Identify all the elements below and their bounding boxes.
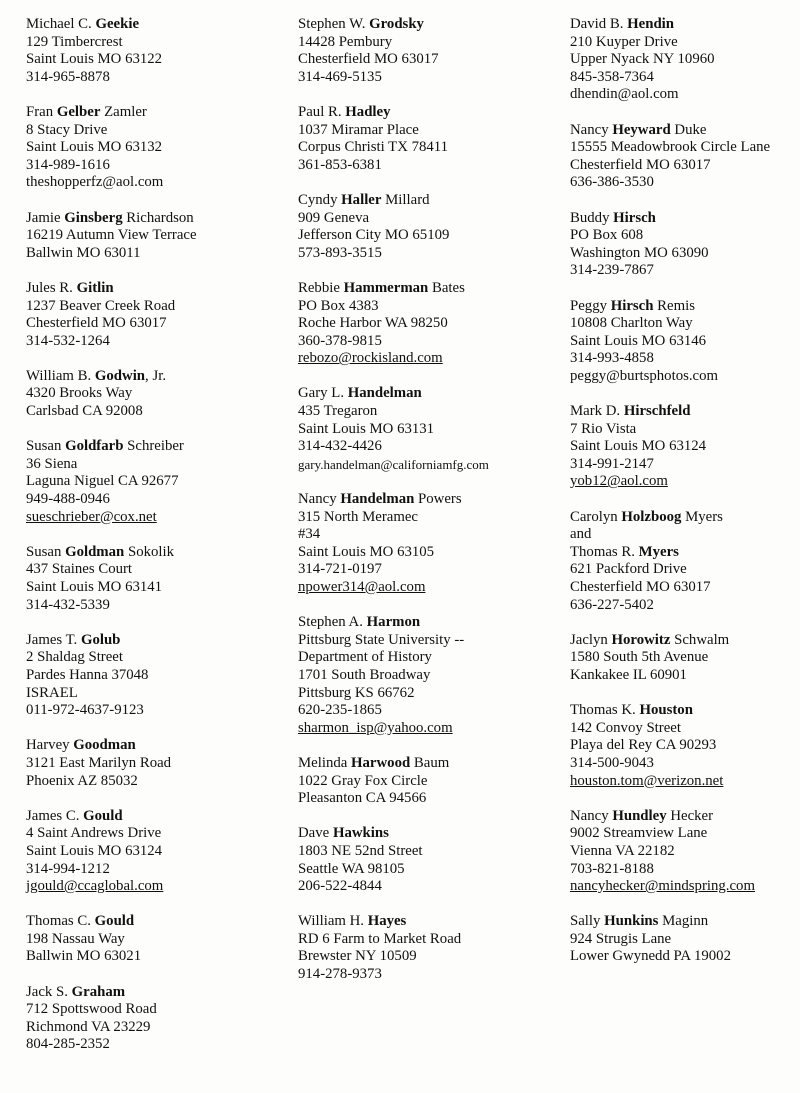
contact-entry <box>570 122 798 192</box>
contact-entry <box>298 16 548 86</box>
contact-detail: Carlsbad CA 92008 <box>26 403 143 420</box>
name-suffix: Bates <box>431 279 465 296</box>
contact-detail: 3121 East Marilyn Road <box>26 754 172 771</box>
surname: Hammerman <box>343 279 429 296</box>
contact-entry <box>26 104 276 192</box>
surname: Hadley <box>345 103 391 120</box>
contact-name <box>570 16 798 34</box>
first-name: Jaclyn <box>570 631 608 648</box>
first-name: Jules R. <box>26 279 73 296</box>
contact-detail: Upper Nyack NY 10960 <box>570 51 715 68</box>
contact-detail: 703-821-8188 <box>570 860 654 877</box>
contact-detail: Laguna Niguel CA 92677 <box>26 473 179 490</box>
name-suffix: Myers <box>685 508 723 525</box>
surname: Horowitz <box>611 631 671 648</box>
contact-detail: 949-488-0946 <box>26 491 110 508</box>
surname: Handelman <box>347 385 422 402</box>
contact-detail: 1803 NE 52nd Street <box>298 842 423 859</box>
contact-name <box>26 808 276 826</box>
contact-detail: 198 Nassau Way <box>26 930 125 947</box>
contact-email[interactable]: theshopperfz@aol.com <box>26 174 164 191</box>
contact-email[interactable]: sharmon_isp@yahoo.com <box>298 719 453 736</box>
contact-entry <box>298 385 548 473</box>
contact-detail: 437 Staines Court <box>26 561 133 578</box>
contact-name <box>298 16 548 34</box>
surname: Handelman <box>340 491 415 508</box>
contact-detail: 142 Convoy Street <box>570 719 681 736</box>
contact-name <box>298 104 548 122</box>
first-name: Susan <box>26 543 62 560</box>
surname: Goldfarb <box>65 438 124 455</box>
first-name: Thomas R. <box>570 543 635 560</box>
contact-detail: Saint Louis MO 63105 <box>298 543 435 560</box>
first-name: Jack S. <box>26 983 68 1000</box>
contact-entry <box>26 984 276 1054</box>
contact-detail: 636-386-3530 <box>570 174 654 191</box>
first-name: Sally <box>570 913 601 930</box>
contact-detail: Phoenix AZ 85032 <box>26 772 138 789</box>
first-name: Thomas C. <box>26 913 91 930</box>
name-suffix: Sokolik <box>127 543 175 560</box>
contact-detail: 636-227-5402 <box>570 596 654 613</box>
contact-name <box>298 385 548 403</box>
name-suffix: Remis <box>657 297 695 314</box>
contact-detail: 2 Shaldag Street <box>26 649 123 666</box>
contact-detail: 14428 Pembury <box>298 33 393 50</box>
contact-detail: Saint Louis MO 63122 <box>26 51 163 68</box>
contact-detail: 4320 Brooks Way <box>26 385 133 402</box>
surname: Houston <box>639 702 693 719</box>
contact-detail: Chesterfield MO 63017 <box>298 51 439 68</box>
contact-detail: 206-522-4844 <box>298 878 382 895</box>
contact-entry <box>26 737 276 790</box>
first-name: Harvey <box>26 737 70 754</box>
first-name: Cyndy <box>298 191 338 208</box>
contact-detail: Roche Harbor WA 98250 <box>298 315 448 332</box>
surname: Gould <box>83 807 123 824</box>
surname: Goodman <box>73 737 136 754</box>
contact-entry <box>570 702 798 790</box>
first-name: David B. <box>570 16 624 32</box>
contact-detail: 210 Kuyper Drive <box>570 33 678 50</box>
directory-column-1 <box>26 16 276 1072</box>
contact-entry <box>26 808 276 896</box>
contact-detail: Kankakee IL 60901 <box>570 666 687 683</box>
surname: Hawkins <box>332 825 389 842</box>
first-name: Mark D. <box>570 403 621 420</box>
contact-name <box>26 632 276 650</box>
contact-detail: 9002 Streamview Lane <box>570 825 708 842</box>
contact-detail: 573-893-3515 <box>298 244 382 261</box>
first-name: Rebbie <box>298 279 340 296</box>
surname: Godwin <box>94 367 146 384</box>
name-suffix: Schwalm <box>674 631 730 648</box>
surname: Holzboog <box>621 508 682 525</box>
contact-entry <box>298 104 548 174</box>
contact-entry <box>570 509 798 615</box>
contact-detail: 314-965-8878 <box>26 68 110 85</box>
contact-name <box>570 298 798 316</box>
first-name: Thomas K. <box>570 702 636 719</box>
surname: Ginsberg <box>64 209 123 226</box>
contact-detail: Seattle WA 98105 <box>298 860 405 877</box>
name-suffix: Baum <box>413 754 450 771</box>
contact-detail: Lower Gwynedd PA 19002 <box>570 948 731 965</box>
contact-detail: #34 <box>298 526 321 543</box>
first-name: William H. <box>298 913 364 930</box>
surname: Geekie <box>95 16 140 32</box>
surname: Hundley <box>612 807 667 824</box>
contact-entry <box>26 913 276 966</box>
first-name: Melinda <box>298 754 348 771</box>
surname: Myers <box>638 543 679 560</box>
contact-name <box>570 210 798 228</box>
contact-detail: 314-432-5339 <box>26 596 110 613</box>
contact-detail: 845-358-7364 <box>570 68 654 85</box>
contact-name <box>26 984 276 1002</box>
first-name: Nancy <box>298 491 337 508</box>
contact-entry <box>26 438 276 526</box>
name-suffix: Zamler <box>104 103 147 120</box>
contact-name <box>26 16 276 34</box>
name-suffix: Schreiber <box>127 438 184 455</box>
contact-name <box>570 913 798 931</box>
contact-name <box>298 491 548 509</box>
surname: Hayes <box>367 913 407 930</box>
contact-entry <box>570 913 798 966</box>
contact-detail: 314-469-5135 <box>298 68 382 85</box>
contact-detail: Saint Louis MO 63124 <box>26 842 163 859</box>
name-suffix: Millard <box>385 191 430 208</box>
contact-entry <box>298 614 548 737</box>
contact-detail: 4 Saint Andrews Drive <box>26 825 162 842</box>
contact-detail: 1037 Miramar Place <box>298 121 419 138</box>
contact-name <box>298 280 548 298</box>
contact-detail: Pittsburg KS 66762 <box>298 684 415 701</box>
contact-detail: and <box>570 526 592 543</box>
contact-entry <box>570 210 798 280</box>
directory-column-3 <box>570 16 798 984</box>
first-name: Nancy <box>570 121 609 138</box>
surname: Heyward <box>612 121 671 138</box>
name-suffix: , Jr. <box>145 367 167 384</box>
contact-detail: 621 Packford Drive <box>570 561 687 578</box>
contact-detail: Saint Louis MO 63132 <box>26 139 163 156</box>
contact-detail: Pardes Hanna 37048 <box>26 666 149 683</box>
surname: Hirsch <box>613 209 656 226</box>
contact-detail: 314-991-2147 <box>570 455 654 472</box>
contact-name <box>298 913 548 931</box>
contact-entry <box>298 755 548 808</box>
first-name: Stephen W. <box>298 16 366 32</box>
contact-detail: Chesterfield MO 63017 <box>570 579 711 595</box>
contact-name <box>26 104 276 122</box>
contact-name <box>26 438 276 456</box>
first-name: Michael C. <box>26 16 92 32</box>
first-name: Fran <box>26 103 54 120</box>
contact-entry <box>26 544 276 614</box>
contact-detail: Chesterfield MO 63017 <box>26 315 167 332</box>
contact-email[interactable]: dhendin@aol.com <box>570 86 679 103</box>
contact-name <box>570 403 798 421</box>
name-suffix: Powers <box>418 491 462 508</box>
name-suffix: Richardson <box>126 209 194 226</box>
surname: Grodsky <box>369 16 424 32</box>
contact-detail: 314-721-0197 <box>298 561 382 578</box>
contact-entry <box>298 192 548 262</box>
contact-email[interactable]: jgould@ccaglobal.com <box>26 878 164 895</box>
contact-detail: 314-239-7867 <box>570 262 654 279</box>
first-name: Stephen A. <box>298 614 363 631</box>
name-suffix: Duke <box>674 121 707 138</box>
contact-detail: Saint Louis MO 63124 <box>570 438 707 455</box>
contact-detail: 7 Rio Vista <box>570 420 637 437</box>
contact-detail: 435 Tregaron <box>298 403 378 420</box>
contact-detail: Ballwin MO 63011 <box>26 244 141 261</box>
contact-detail: Saint Louis MO 63141 <box>26 579 163 595</box>
contact-detail: 620-235-1865 <box>298 702 382 719</box>
contact-entry <box>570 632 798 685</box>
first-name: Dave <box>298 825 330 842</box>
first-name: Susan <box>26 438 62 455</box>
name-suffix: Hecker <box>670 807 714 824</box>
surname: Golub <box>80 631 121 648</box>
surname: Harmon <box>366 614 421 631</box>
contact-detail: 10808 Charlton Way <box>570 315 693 332</box>
surname: Haller <box>341 191 382 208</box>
contact-name <box>26 210 276 228</box>
contact-detail: 16219 Autumn View Terrace <box>26 227 197 244</box>
contact-detail: 1022 Gray Fox Circle <box>298 772 428 789</box>
contact-name <box>26 368 276 386</box>
contact-detail: 314-993-4858 <box>570 350 654 367</box>
contact-detail: 804-285-2352 <box>26 1036 110 1053</box>
surname: Gould <box>94 913 135 930</box>
contact-name <box>570 544 798 562</box>
contact-name <box>570 122 798 140</box>
contact-detail: 909 Geneva <box>298 209 370 226</box>
contact-entry <box>26 368 276 421</box>
surname: Hirsch <box>610 297 654 314</box>
name-suffix: Maginn <box>662 913 709 930</box>
contact-detail: 360-378-9815 <box>298 332 382 349</box>
contact-detail: PO Box 4383 <box>298 297 379 314</box>
contact-detail: 8 Stacy Drive <box>26 121 108 138</box>
surname: Hendin <box>627 16 675 32</box>
contact-detail: Department of History <box>298 649 432 666</box>
contact-entry <box>26 632 276 720</box>
contact-email[interactable]: rebozo@rockisland.com <box>298 350 443 367</box>
contact-detail: Chesterfield MO 63017 <box>570 156 711 173</box>
contact-entry <box>298 825 548 895</box>
contact-detail: 314-989-1616 <box>26 156 110 173</box>
first-name: Nancy <box>570 807 609 824</box>
contact-detail: PO Box 608 <box>570 227 644 244</box>
contact-detail: Pleasanton CA 94566 <box>298 790 427 807</box>
contact-email[interactable]: sueschrieber@cox.net <box>26 508 157 525</box>
contact-detail: 1580 South 5th Avenue <box>570 649 709 666</box>
contact-email[interactable]: nancyhecker@mindspring.com <box>570 878 755 895</box>
contact-name <box>570 808 798 826</box>
contact-detail: 129 Timbercrest <box>26 33 123 50</box>
contact-entry <box>298 913 548 983</box>
first-name: Carolyn <box>570 508 618 525</box>
contact-entry <box>570 808 798 896</box>
contact-name <box>298 614 548 632</box>
contact-entry <box>570 16 798 104</box>
contact-detail: Richmond VA 23229 <box>26 1018 151 1035</box>
contact-name <box>26 544 276 562</box>
surname: Hirschfeld <box>623 403 691 420</box>
contact-entry <box>298 491 548 597</box>
contact-detail: Saint Louis MO 63131 <box>298 420 435 437</box>
contact-email[interactable]: yob12@aol.com <box>570 473 668 490</box>
contact-detail: 1237 Beaver Creek Road <box>26 297 176 314</box>
first-name: James T. <box>26 631 78 648</box>
contact-detail: 15555 Meadowbrook Circle Lane <box>570 139 771 156</box>
contact-detail: 314-500-9043 <box>570 754 654 771</box>
first-name: Paul R. <box>298 103 342 120</box>
contact-detail: Ballwin MO 63021 <box>26 948 142 965</box>
contact-detail: 36 Siena <box>26 455 78 472</box>
contact-detail: Playa del Rey CA 90293 <box>570 737 717 754</box>
first-name: Jamie <box>26 209 61 226</box>
contact-entry <box>298 280 548 368</box>
first-name: Gary L. <box>298 385 345 402</box>
contact-name <box>26 280 276 298</box>
contact-detail: Washington MO 63090 <box>570 244 709 261</box>
contact-detail: 1701 South Broadway <box>298 666 431 683</box>
contact-detail: 315 North Meramec <box>298 508 418 525</box>
surname: Gitlin <box>76 279 114 296</box>
contact-entry <box>26 280 276 350</box>
contact-detail: Saint Louis MO 63146 <box>570 332 707 349</box>
contact-name <box>298 755 548 773</box>
surname: Goldman <box>65 543 125 560</box>
first-name: Peggy <box>570 297 607 314</box>
contact-detail: 314-432-4426 <box>298 438 382 455</box>
contact-email[interactable]: peggy@burtsphotos.com <box>570 367 719 384</box>
contact-detail: 361-853-6381 <box>298 156 382 173</box>
contact-detail: Jefferson City MO 65109 <box>298 227 450 244</box>
contact-detail: 314-532-1264 <box>26 332 110 349</box>
contact-detail: ISRAEL <box>26 684 78 701</box>
contact-name <box>570 702 798 720</box>
first-name: William B. <box>26 367 92 384</box>
surname: Harwood <box>351 754 411 771</box>
surname: Gelber <box>56 103 101 120</box>
contact-detail: 314-994-1212 <box>26 860 110 877</box>
contact-name <box>570 509 798 527</box>
contact-entry <box>26 16 276 86</box>
surname: Hunkins <box>604 913 659 930</box>
contact-email[interactable]: houston.tom@verizon.net <box>570 772 724 789</box>
contact-detail: RD 6 Farm to Market Road <box>298 930 462 947</box>
first-name: Buddy <box>570 209 610 226</box>
contact-detail: Pittsburg State University -- <box>298 631 465 648</box>
contact-entry <box>570 298 798 386</box>
contact-detail: Vienna VA 22182 <box>570 842 675 859</box>
directory-column-2 <box>298 16 548 1001</box>
contact-name <box>298 192 548 210</box>
contact-detail: 914-278-9373 <box>298 966 382 983</box>
contact-name <box>298 825 548 843</box>
surname: Graham <box>71 983 126 1000</box>
contact-detail: 924 Strugis Lane <box>570 930 672 947</box>
contact-detail: Corpus Christi TX 78411 <box>298 139 449 156</box>
contact-name <box>26 737 276 755</box>
contact-detail: Brewster NY 10509 <box>298 948 417 965</box>
contact-detail: 712 Spottswood Road <box>26 1001 157 1018</box>
contact-email[interactable]: npower314@aol.com <box>298 579 426 595</box>
contact-name <box>26 913 276 931</box>
contact-name <box>570 632 798 650</box>
contact-detail: 011-972-4637-9123 <box>26 702 144 719</box>
first-name: James C. <box>26 807 80 824</box>
contact-entry <box>570 403 798 491</box>
contact-email[interactable]: gary.handelman@californiamfg.com <box>298 456 489 472</box>
contact-entry <box>26 210 276 263</box>
